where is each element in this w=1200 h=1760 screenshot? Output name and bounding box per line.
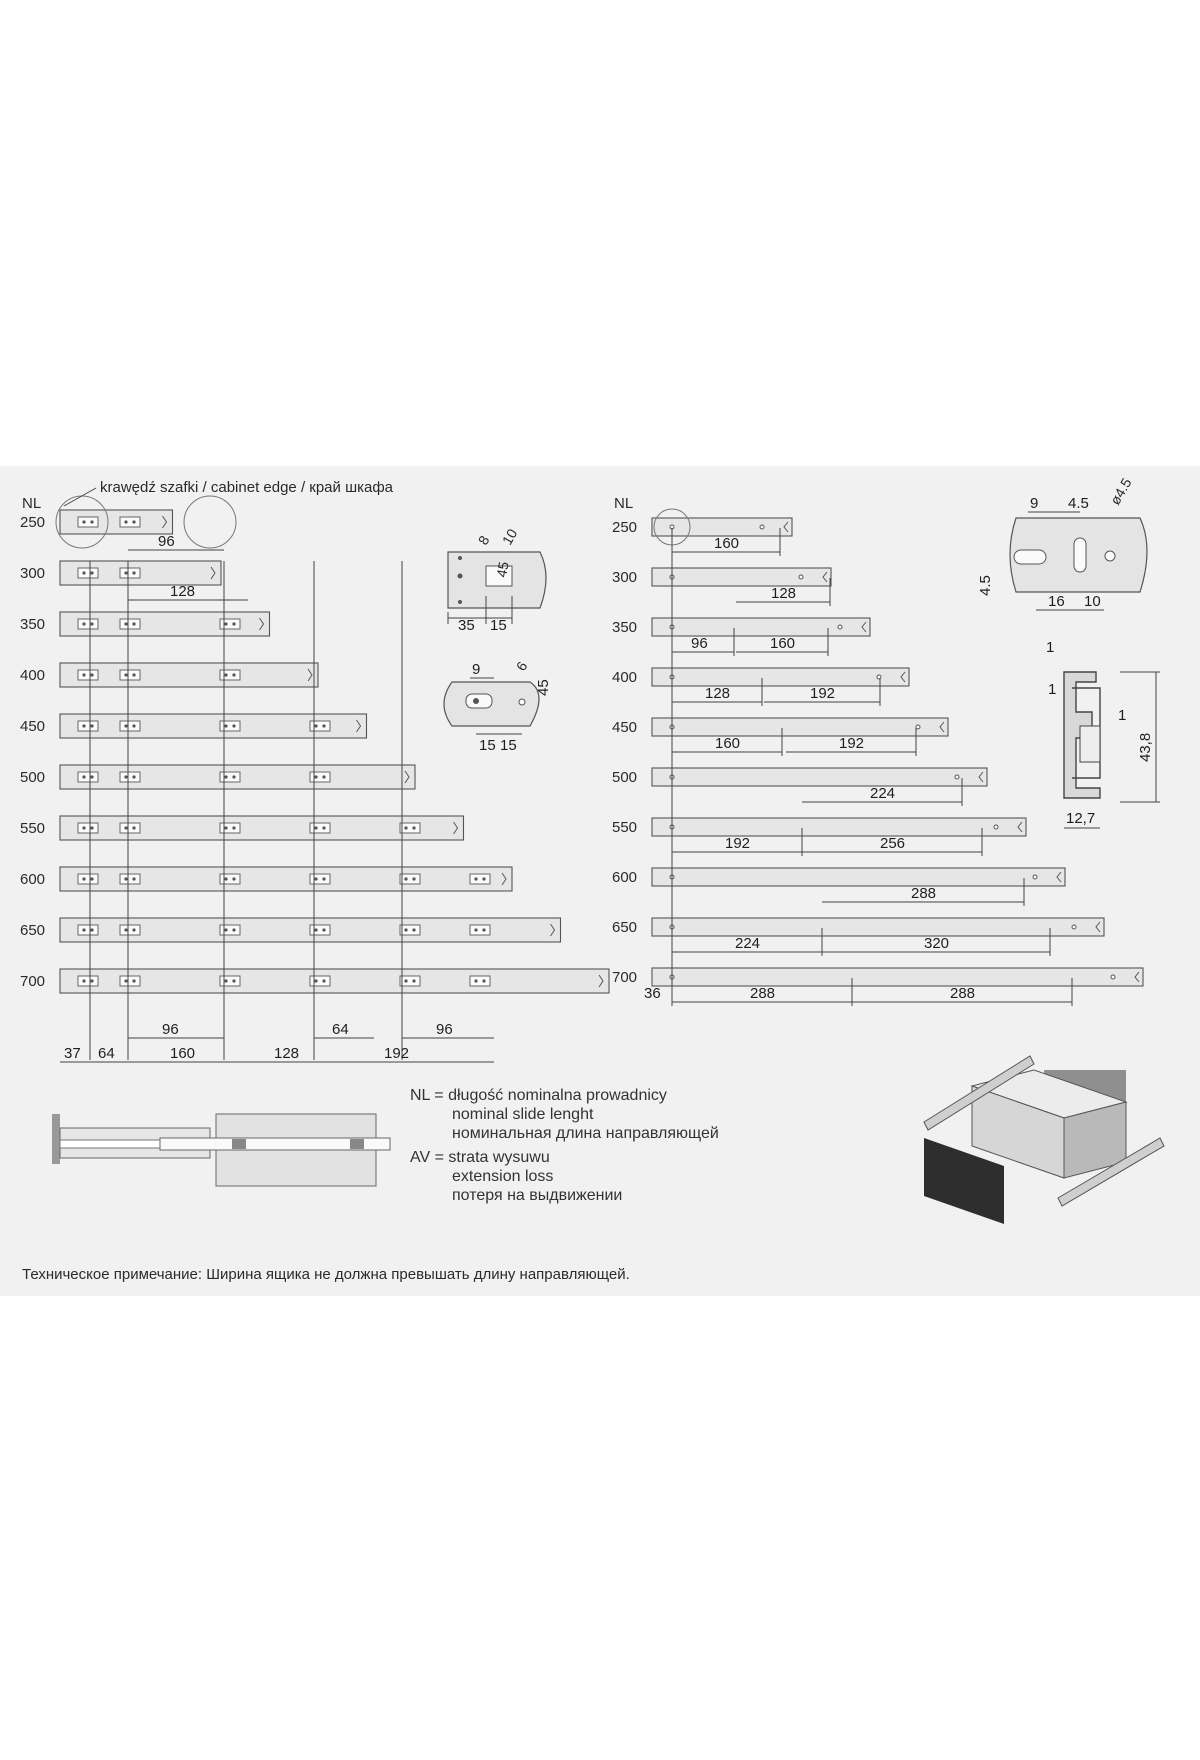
left-rail-hole	[232, 775, 235, 778]
dim-128: 128	[274, 1045, 300, 1062]
right-rail-body	[652, 568, 831, 586]
rail-end-detail	[977, 475, 1147, 610]
right-dim-r450b: 192	[839, 735, 865, 752]
left-rail-hole	[314, 877, 317, 880]
right-nl-label-550: 550	[612, 819, 638, 836]
left-rail-slot	[78, 517, 98, 527]
right-nl-label-450: 450	[612, 719, 638, 736]
left-rail-body	[60, 969, 609, 993]
left-slide-500	[20, 765, 415, 789]
right-dim-36: 36	[644, 985, 661, 1002]
right-rail-body	[652, 618, 870, 636]
left-rail-slot	[310, 823, 330, 833]
left-rail-slot	[400, 823, 420, 833]
svg-text:16: 16	[1048, 593, 1065, 610]
right-rail-hole	[760, 525, 764, 529]
right-dim-r700a: 288	[750, 985, 776, 1002]
left-rail-slot	[120, 721, 140, 731]
dim-192: 192	[384, 1045, 410, 1062]
svg-text:ø4.5: ø4.5	[1106, 475, 1135, 508]
svg-text:1: 1	[1046, 639, 1055, 656]
left-rail-hole	[412, 979, 415, 982]
right-dim-r500: 224	[870, 785, 896, 802]
right-dim-r550a: 192	[725, 835, 751, 852]
dim-96-a: 96	[162, 1021, 179, 1038]
left-rail-slot	[220, 721, 240, 731]
left-rail-hole	[124, 673, 127, 676]
left-rail-hole	[412, 928, 415, 931]
left-rail-hole	[322, 877, 325, 880]
left-rail-hole	[82, 724, 85, 727]
left-rail-hole	[90, 775, 93, 778]
left-rail-slot	[310, 874, 330, 884]
legend-nl-en: nominal slide lenght	[452, 1106, 594, 1123]
left-rail-body	[60, 510, 173, 534]
bracket-detail-top	[448, 526, 546, 634]
right-slide-650	[612, 918, 1104, 936]
left-rail-slot	[220, 772, 240, 782]
left-nl-label-450: 450	[20, 718, 46, 735]
nl-header-right: NL	[614, 495, 634, 512]
svg-text:1: 1	[1118, 707, 1127, 724]
cabinet-edge-leader	[64, 488, 96, 506]
left-rail-hole	[124, 520, 127, 523]
left-rail-hole	[82, 673, 85, 676]
right-rail-hole	[955, 775, 959, 779]
svg-text:4.5: 4.5	[977, 575, 994, 596]
left-rail-hole	[90, 622, 93, 625]
left-rail-slot	[78, 823, 98, 833]
left-rail-slot	[220, 823, 240, 833]
svg-text:10: 10	[1084, 593, 1101, 610]
left-rail-slot	[120, 976, 140, 986]
left-rail-hole	[132, 979, 135, 982]
right-rail-body	[652, 718, 948, 736]
cabinet-edge-circle	[184, 496, 236, 548]
svg-text:10: 10	[498, 526, 521, 548]
left-rail-hole	[132, 724, 135, 727]
left-rail-hole	[82, 826, 85, 829]
left-slide-400	[20, 663, 318, 687]
right-slide-500	[612, 768, 987, 786]
legend-nl-ru: номинальная длина направляющей	[452, 1125, 719, 1142]
left-rail-hole	[322, 724, 325, 727]
left-rail-slot	[120, 925, 140, 935]
right-slide-550	[612, 818, 1026, 836]
left-rail-hole	[232, 622, 235, 625]
right-nl-label-400: 400	[612, 669, 638, 686]
left-rail-hole	[482, 979, 485, 982]
technical-drawing-sheet	[0, 466, 1200, 1296]
svg-text:6: 6	[512, 658, 531, 674]
left-rail-hole	[90, 928, 93, 931]
right-rail-hole	[994, 825, 998, 829]
left-rail-hole	[322, 928, 325, 931]
left-rail-slot	[310, 976, 330, 986]
left-rail-hole	[90, 724, 93, 727]
left-rail-hole	[314, 826, 317, 829]
left-rail-hole	[132, 826, 135, 829]
left-rail-hole	[132, 673, 135, 676]
left-rail-hole	[404, 979, 407, 982]
left-rail-hole	[124, 775, 127, 778]
left-rail-slot	[78, 619, 98, 629]
right-nl-label-300: 300	[612, 569, 638, 586]
left-rail-body	[60, 663, 318, 687]
left-rail-hole	[474, 877, 477, 880]
right-dim-r650b: 320	[924, 935, 950, 952]
left-nl-label-650: 650	[20, 922, 46, 939]
left-rail-slot	[120, 772, 140, 782]
nl-header-left: NL	[22, 495, 42, 512]
right-dim-r600: 288	[911, 885, 937, 902]
right-rail-hole	[1033, 875, 1037, 879]
left-nl-label-250: 250	[20, 514, 46, 531]
right-nl-label-600: 600	[612, 869, 638, 886]
left-rail-hole	[224, 673, 227, 676]
left-rail-hole	[404, 826, 407, 829]
right-rail-body	[652, 768, 987, 786]
legend-av	[410, 1148, 622, 1205]
left-rail-slot	[120, 874, 140, 884]
svg-text:1: 1	[1048, 681, 1057, 698]
dim-64-a: 64	[332, 1021, 349, 1038]
right-dim-r350a: 96	[691, 635, 708, 652]
left-rail-hole	[90, 571, 93, 574]
dim-37: 37	[64, 1045, 81, 1062]
left-rail-slot	[470, 925, 490, 935]
svg-text:4.5: 4.5	[1068, 495, 1089, 512]
left-rail-hole	[82, 520, 85, 523]
left-rail-hole	[232, 826, 235, 829]
left-rail-hole	[90, 826, 93, 829]
right-nl-label-500: 500	[612, 769, 638, 786]
left-rail-slot	[78, 568, 98, 578]
svg-text:8: 8	[474, 532, 493, 548]
left-rail-slot	[400, 976, 420, 986]
left-rail-hole	[82, 622, 85, 625]
right-nl-label-350: 350	[612, 619, 638, 636]
left-rail-slot	[310, 721, 330, 731]
left-rail-slot	[400, 874, 420, 884]
left-rail-slot	[220, 670, 240, 680]
right-slide-600	[612, 868, 1065, 886]
left-rail-hole	[224, 826, 227, 829]
right-dim-r400b: 192	[810, 685, 836, 702]
legend-nl	[410, 1086, 719, 1143]
left-slide-600	[20, 867, 512, 891]
left-rail-hole	[224, 724, 227, 727]
left-rail-hole	[124, 571, 127, 574]
left-rail-hole	[314, 724, 317, 727]
left-rail-hole	[90, 877, 93, 880]
left-rail-hole	[90, 673, 93, 676]
right-dim-r450a: 160	[715, 735, 741, 752]
left-rail-hole	[474, 979, 477, 982]
technical-note: Техническое примечание: Ширина ящика не должна превышать длину направляющей.	[22, 1266, 630, 1283]
legend-nl-definition: NL = długość nominalna prowadnicy	[410, 1087, 667, 1104]
left-rail-hole	[82, 877, 85, 880]
left-rail-slot	[120, 823, 140, 833]
left-rail-slot	[310, 772, 330, 782]
left-rail-slot	[120, 568, 140, 578]
right-dim-r250: 160	[714, 535, 740, 552]
left-rail-hole	[474, 928, 477, 931]
left-rail-hole	[224, 877, 227, 880]
left-rail-slot	[120, 670, 140, 680]
left-nl-label-350: 350	[20, 616, 46, 633]
left-rail-slot	[220, 874, 240, 884]
left-rail-hole	[232, 877, 235, 880]
left-rail-slot	[78, 721, 98, 731]
svg-text:45: 45	[535, 679, 552, 696]
left-rail-hole	[224, 928, 227, 931]
left-rail-hole	[322, 826, 325, 829]
right-rail-body	[652, 968, 1143, 986]
left-rail-hole	[82, 775, 85, 778]
right-rail-body	[652, 868, 1065, 886]
left-rail-hole	[82, 571, 85, 574]
right-slide-400	[612, 668, 909, 686]
left-rail-hole	[404, 928, 407, 931]
installed-slide-illustration	[52, 1114, 390, 1186]
left-slide-650	[20, 918, 561, 942]
right-dim-r400a: 128	[705, 685, 731, 702]
left-rail-slot	[120, 619, 140, 629]
left-nl-label-600: 600	[20, 871, 46, 888]
right-nl-label-700: 700	[612, 969, 638, 986]
left-rail-hole	[322, 775, 325, 778]
left-rail-hole	[132, 928, 135, 931]
dim-64: 64	[98, 1045, 115, 1062]
left-rail-hole	[314, 928, 317, 931]
bracket-detail-bottom	[444, 659, 552, 754]
left-rail-hole	[412, 826, 415, 829]
left-rail-slot	[78, 976, 98, 986]
left-rail-hole	[412, 877, 415, 880]
svg-text:15: 15	[490, 617, 507, 634]
right-rail-body	[652, 668, 909, 686]
left-rail-hole	[232, 928, 235, 931]
left-slide-350	[20, 612, 270, 636]
right-slide-700	[612, 968, 1143, 986]
dim-128-top: 128	[170, 583, 196, 600]
left-rail-hole	[232, 673, 235, 676]
right-rail-hole	[916, 725, 920, 729]
dim-160: 160	[170, 1045, 196, 1062]
left-rail-hole	[482, 877, 485, 880]
right-dim-r650a: 224	[735, 935, 761, 952]
left-rail-hole	[124, 622, 127, 625]
left-nl-label-500: 500	[20, 769, 46, 786]
left-rail-slot	[78, 670, 98, 680]
svg-text:15: 15	[479, 737, 496, 754]
left-rail-slot	[220, 619, 240, 629]
drawer-illustration	[924, 1056, 1164, 1224]
svg-text:43,8: 43,8	[1137, 732, 1154, 762]
left-rail-hole	[132, 571, 135, 574]
right-rail-body	[652, 818, 1026, 836]
svg-text:9: 9	[1030, 495, 1039, 512]
right-slide-350	[612, 618, 870, 636]
right-dim-r700b: 288	[950, 985, 976, 1002]
right-nl-label-250: 250	[612, 519, 638, 536]
left-rail-hole	[124, 928, 127, 931]
left-rail-slot	[120, 517, 140, 527]
left-rail-hole	[132, 622, 135, 625]
svg-text:35: 35	[458, 617, 475, 634]
left-nl-label-300: 300	[20, 565, 46, 582]
left-rail-hole	[314, 775, 317, 778]
right-dim-r550b: 256	[880, 835, 906, 852]
legend-av-ru: потеря на выдвижении	[452, 1187, 623, 1204]
profile-section-detail	[1046, 639, 1160, 828]
left-slide-450	[20, 714, 367, 738]
left-rail-slot	[400, 925, 420, 935]
svg-text:15: 15	[500, 737, 517, 754]
left-rail-slot	[78, 772, 98, 782]
left-rail-hole	[82, 928, 85, 931]
dim-96-top: 96	[158, 533, 175, 550]
svg-text:9: 9	[472, 661, 481, 678]
right-rail-body	[652, 918, 1104, 936]
right-rail-hole	[1111, 975, 1115, 979]
left-rail-hole	[132, 775, 135, 778]
left-nl-label-400: 400	[20, 667, 46, 684]
right-nl-label-650: 650	[612, 919, 638, 936]
left-slide-550	[20, 816, 464, 840]
left-rail-hole	[82, 979, 85, 982]
right-dim-r300: 128	[771, 585, 797, 602]
left-nl-label-550: 550	[20, 820, 46, 837]
right-slide-450	[612, 718, 948, 736]
left-slide-300	[20, 561, 221, 585]
right-dim-r350b: 160	[770, 635, 796, 652]
legend-av-en: extension loss	[452, 1168, 554, 1185]
right-slide-250	[612, 518, 792, 536]
right-rail-hole	[1072, 925, 1076, 929]
left-rail-slot	[470, 976, 490, 986]
left-rail-hole	[224, 775, 227, 778]
left-rail-hole	[132, 877, 135, 880]
right-rail-hole	[838, 625, 842, 629]
left-rail-hole	[322, 979, 325, 982]
left-rail-hole	[232, 979, 235, 982]
left-rail-hole	[224, 622, 227, 625]
left-rail-hole	[404, 877, 407, 880]
legend-av-definition: AV = strata wysuwu	[410, 1149, 550, 1166]
left-rail-slot	[78, 925, 98, 935]
svg-text:12,7: 12,7	[1066, 810, 1096, 827]
left-rail-hole	[90, 520, 93, 523]
left-rail-hole	[232, 724, 235, 727]
svg-text:45: 45	[493, 560, 512, 579]
left-slide-250	[20, 510, 173, 534]
left-rail-hole	[132, 520, 135, 523]
dim-96-b: 96	[436, 1021, 453, 1038]
right-rail-hole	[799, 575, 803, 579]
left-rail-hole	[124, 724, 127, 727]
left-rail-hole	[124, 826, 127, 829]
left-rail-hole	[482, 928, 485, 931]
left-rail-hole	[314, 979, 317, 982]
left-rail-slot	[310, 925, 330, 935]
left-rail-hole	[224, 979, 227, 982]
left-rail-hole	[124, 877, 127, 880]
left-rail-slot	[78, 874, 98, 884]
left-nl-label-700: 700	[20, 973, 46, 990]
left-rail-slot	[470, 874, 490, 884]
cabinet-edge-label: krawędź szafki / cabinet edge / край шкафа	[100, 479, 394, 496]
left-rail-slot	[220, 925, 240, 935]
left-rail-hole	[90, 979, 93, 982]
left-rail-slot	[220, 976, 240, 986]
right-slide-300	[612, 568, 831, 586]
left-rail-hole	[124, 979, 127, 982]
